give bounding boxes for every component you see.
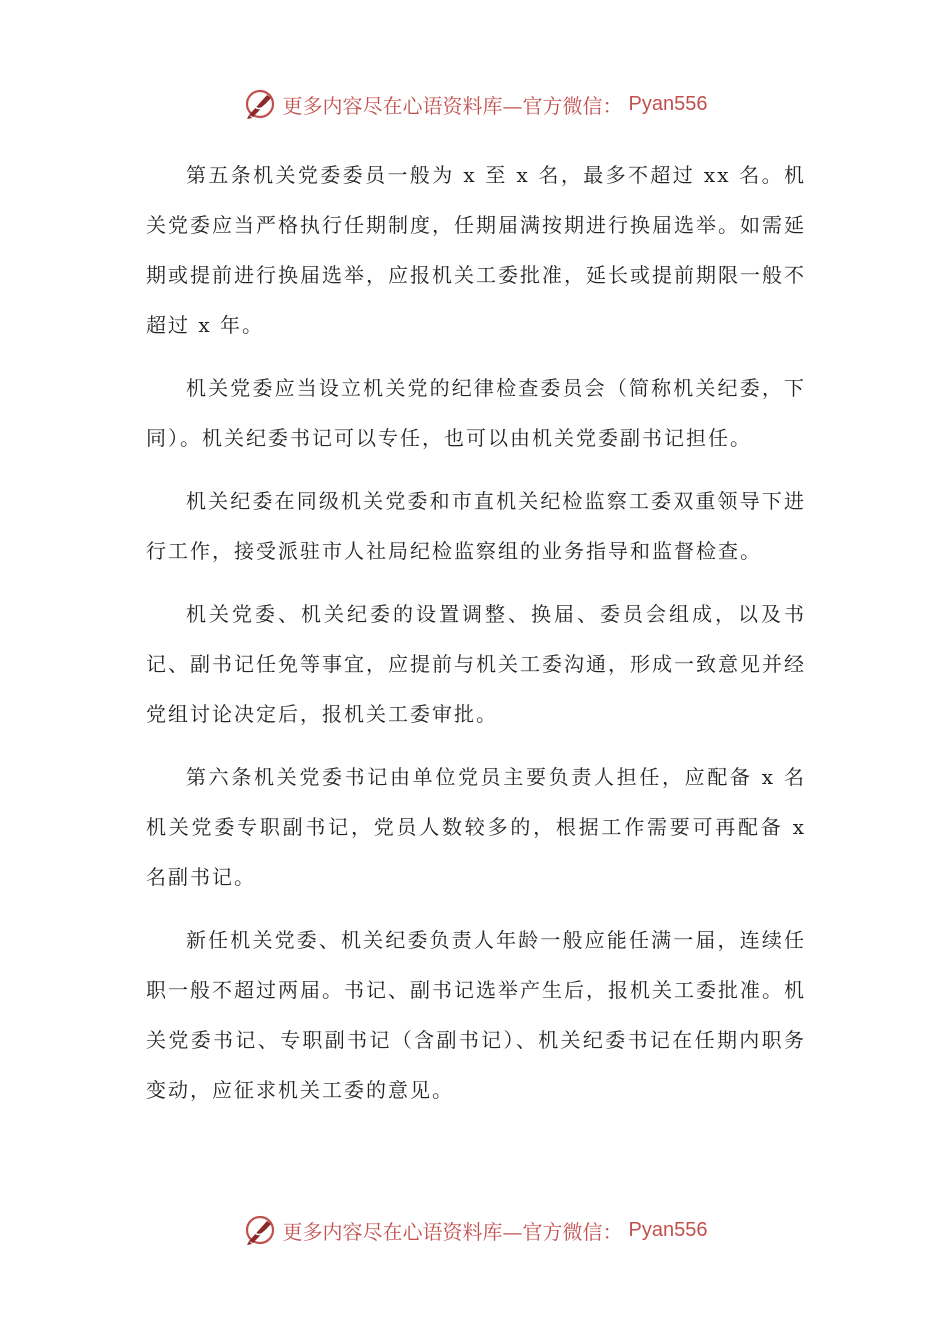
watermark-wechat-id: Pyan556 [628, 92, 708, 115]
paragraph-article-5: 第五条机关党委委员一般为 x 至 x 名，最多不超过 xx 名。机关党委应当严格执行任期制度，任期届满按期进行换届选举。如需延期或提前进行换届选举，应报机关工委批准，延长或提前期限一般不超过 x 年。 [146, 163, 806, 337]
pen-circle-logo-icon [243, 87, 277, 121]
header-watermark [0, 86, 950, 122]
document-body [146, 150, 806, 1128]
paragraph-setup-adjustment: 机关党委、机关纪委的设置调整、换届、委员会组成，以及书记、副书记任免等事宜，应提前与机关工委沟通，形成一致意见并经党组讨论决定后，报机关工委审批。 [146, 602, 806, 726]
watermark-wechat-id: Pyan556 [628, 1218, 708, 1241]
paragraph-new-leaders: 新任机关党委、机关纪委负责人年龄一般应能任满一届，连续任职一般不超过两届。书记、副书记选举产生后，报机关工委批准。机关党委书记、专职副书记（含副书记）、机关纪委书记在任期内职务变动，应征求机关工委的意见。 [146, 928, 806, 1102]
watermark-text: 更多内容尽在心语资料库—官方微信： [282, 1219, 623, 1244]
paragraph-article-6: 第六条机关党委书记由单位党员主要负责人担任，应配备 x 名机关党委专职副书记，党员人数较多的，根据工作需要可再配备 x 名副书记。 [146, 765, 806, 889]
pen-circle-logo-icon [243, 1213, 277, 1247]
footer-watermark [0, 1212, 950, 1248]
watermark-text: 更多内容尽在心语资料库—官方微信： [282, 93, 623, 118]
paragraph-discipline-committee: 机关党委应当设立机关党的纪律检查委员会（简称机关纪委，下同）。机关纪委书记可以专任，也可以由机关党委副书记担任。 [146, 376, 806, 450]
paragraph-dual-leadership: 机关纪委在同级机关党委和市直机关纪检监察工委双重领导下进行工作，接受派驻市人社局纪检监察组的业务指导和监督检查。 [146, 489, 806, 563]
